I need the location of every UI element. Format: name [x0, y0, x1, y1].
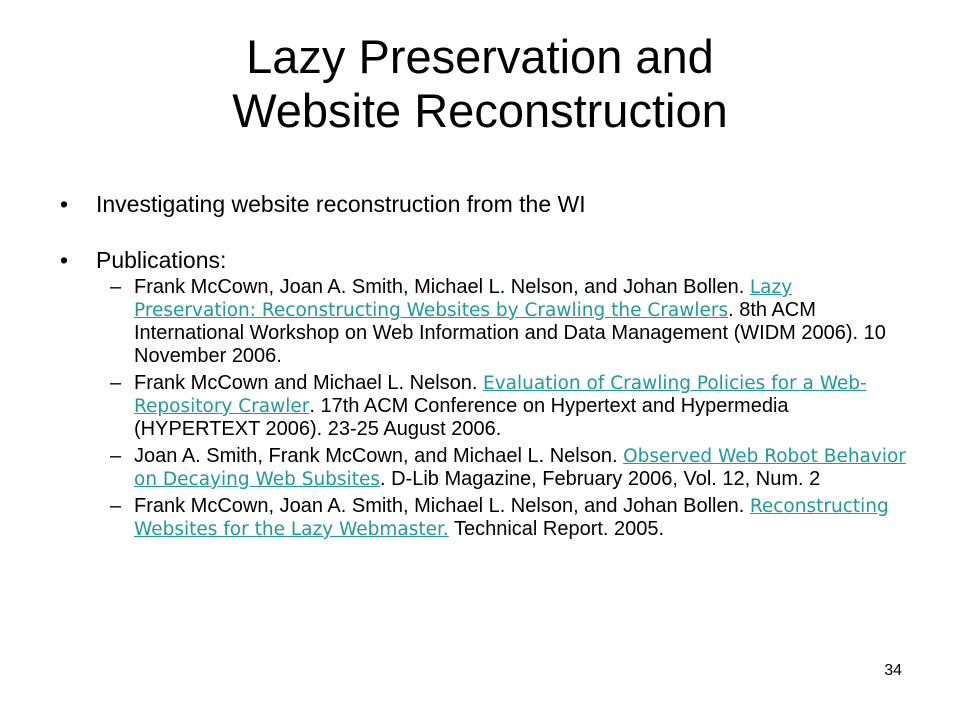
slide-title	[60, 30, 900, 138]
publication-link[interactable]: Lazy Preservation: Reconstructing Websites by Crawling the Crawlers	[134, 277, 793, 321]
publication-venue: . D-Lib Magazine, February 2006, Vol. 12, Num. 2	[379, 468, 821, 490]
publication-item	[60, 276, 910, 368]
bullet-text: Investigating website reconstruction from the WI	[96, 191, 586, 217]
bullet-item	[60, 246, 910, 274]
publication-venue: Technical Report. 2005.	[448, 518, 665, 540]
bullet-text: Publications:	[96, 247, 227, 273]
publication-link[interactable]: Evaluation of Crawling Policies for a Web-Repository Crawler	[134, 373, 867, 417]
bullet-marker: •	[60, 191, 69, 217]
publication-link[interactable]: Observed Web Robot Behavior on Decaying Web Subsites	[134, 446, 906, 490]
dash-marker: –	[110, 445, 122, 467]
publication-authors: Frank McCown, Joan A. Smith, Michael L. Nelson, and Johan Bollen.	[134, 495, 750, 517]
bullet-marker: •	[60, 247, 69, 273]
publication-venue: . 17th ACM Conference on Hypertext and Hypermedia (HYPERTEXT 2006). 23-25 August 2006.	[134, 395, 789, 440]
publication-item	[60, 495, 910, 541]
publication-item	[60, 372, 910, 441]
slide-number: 34	[884, 662, 902, 679]
bullet-list	[60, 190, 910, 545]
bullet-item	[60, 190, 910, 218]
dash-marker: –	[110, 372, 122, 394]
publication-authors: Frank McCown, Joan A. Smith, Michael L. Nelson, and Johan Bollen.	[134, 276, 750, 298]
publication-authors: Joan A. Smith, Frank McCown, and Michael L. Nelson.	[134, 445, 624, 467]
dash-marker: –	[110, 276, 122, 298]
slide-title-line-2: Website Reconstruction	[232, 84, 728, 137]
publication-list	[60, 276, 910, 541]
dash-marker: –	[110, 495, 122, 517]
publication-authors: Frank McCown and Michael L. Nelson.	[134, 372, 484, 394]
publication-item	[60, 445, 910, 491]
slide-title-line-1: Lazy Preservation and	[246, 30, 714, 83]
publication-link[interactable]: Reconstructing Websites for the Lazy Webmaster.	[134, 496, 889, 540]
publication-venue: . 8th ACM International Workshop on Web Information and Data Management (WIDM 2006). 10 November 2006.	[134, 299, 886, 367]
